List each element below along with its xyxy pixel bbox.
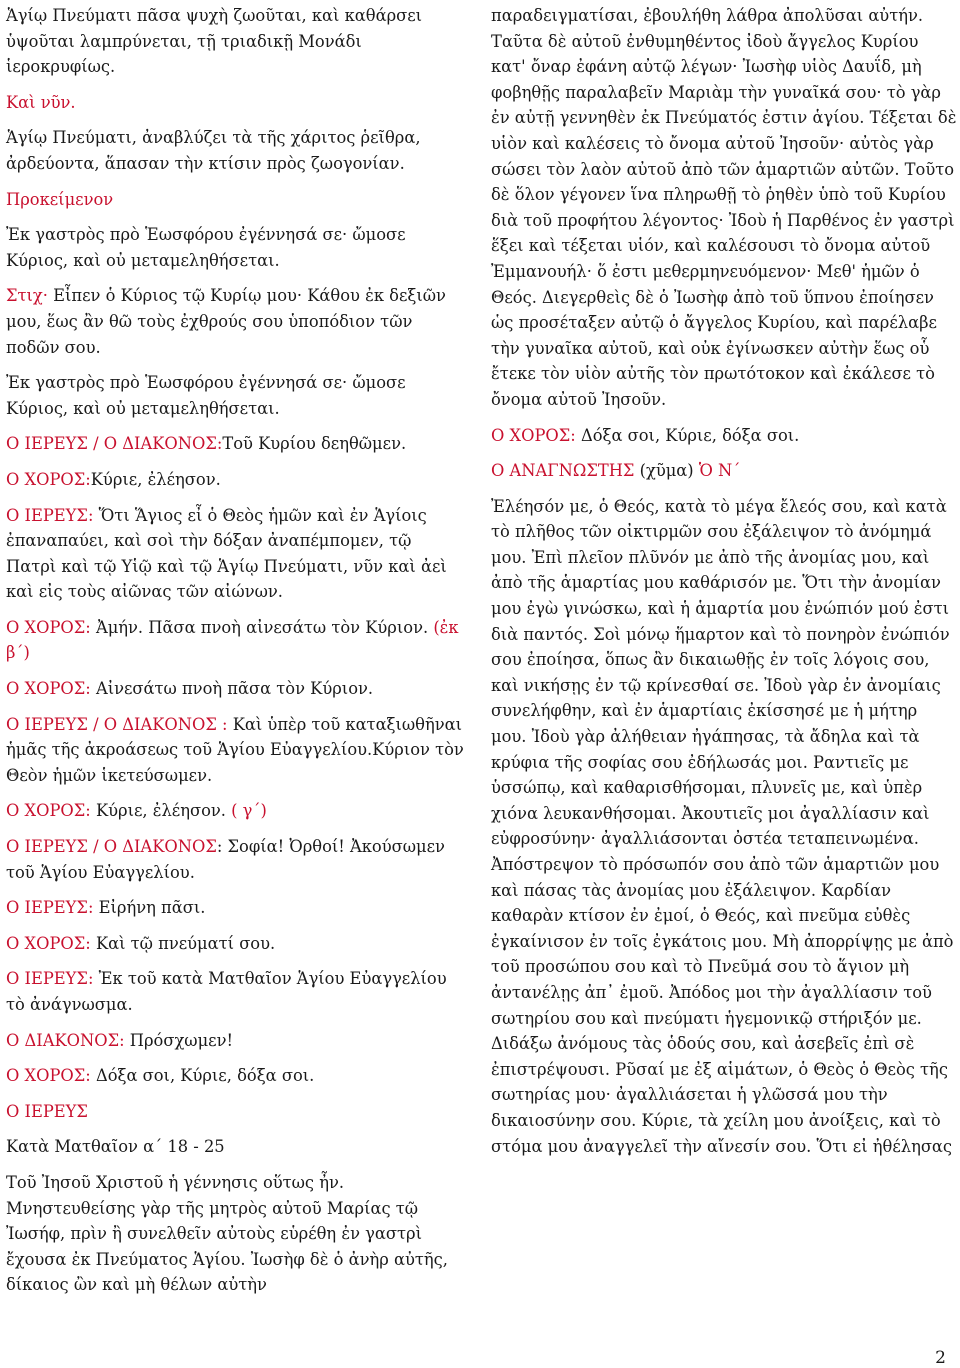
left-paragraph xyxy=(6,90,466,116)
right-paragraph xyxy=(491,494,957,1159)
rubric-text: Προκείμενον xyxy=(6,189,114,209)
rubric-text: Ὁ Ν´ xyxy=(698,461,741,481)
rubric-text: Ο ΙΕΡΕΥΣ / Ο ΔΙΑΚΟΝΟΣ: xyxy=(6,434,223,454)
left-paragraph xyxy=(6,931,466,957)
body-text: Ἐκ τοῦ κατὰ Ματθαῖον Ἁγίου Εὐαγγελίου τὸ ἀνάγνωσμα. xyxy=(6,969,447,1014)
rubric-text: Ο ΑΝΑΓΝΩΣΤΗΣ xyxy=(491,461,635,481)
left-paragraph xyxy=(6,503,466,605)
left-paragraph xyxy=(6,3,466,80)
left-paragraph xyxy=(6,125,466,176)
body-text: Καὶ ὑπὲρ τοῦ καταξιωθῆναι ἡμᾶς τῆς ἀκροάσεως τοῦ Ἁγίου Εὐαγγελίου.Κύριον τὸν Θεὸν ἡμῶν ἱκετεύσωμεν. xyxy=(6,714,464,785)
body-text: Τοῦ Κυρίου δεηθῶμεν. xyxy=(222,434,407,454)
left-paragraph xyxy=(6,1028,466,1054)
left-paragraph xyxy=(6,1063,466,1089)
rubric-text: Ο ΧΟΡΟΣ: xyxy=(491,425,576,445)
left-paragraph xyxy=(6,676,466,702)
rubric-text: Στιχ· xyxy=(6,286,48,306)
body-text: Καὶ τῷ πνεύματί σου. xyxy=(90,933,276,953)
body-text: (χῦμα) xyxy=(634,461,699,481)
body-text: Εἶπεν ὁ Κύριος τῷ Κυρίῳ μου· Κάθου ἐκ δεξιῶν μου, ἕως ἂν θῶ τοὺς ἐχθρούς σου ὑποπόδιον τῶν ποδῶν σου. xyxy=(6,286,446,357)
rubric-text: Ο ΧΟΡΟΣ: xyxy=(6,617,91,637)
left-paragraph xyxy=(6,966,466,1017)
rubric-text: Ο ΧΟΡΟΣ: xyxy=(6,1066,91,1086)
left-paragraph xyxy=(6,615,466,666)
right-paragraph xyxy=(491,458,957,484)
rubric-text: Ο ΙΕΡΕΥΣ: xyxy=(6,969,94,989)
rubric-text: Καὶ νῦν. xyxy=(6,92,76,112)
left-paragraph xyxy=(6,431,466,457)
body-text: Ἀμήν. Πᾶσα πνοὴ αἰνεσάτω τὸν Κύριον. xyxy=(90,617,434,637)
left-paragraph xyxy=(6,895,466,921)
body-text: Ἐλέησόν με, ὁ Θεός, κατὰ τὸ μέγα ἔλεός σου, καὶ κατὰ τὸ πλῆθος τῶν οἰκτιρμῶν σου ἐξάλειψον τὸ ἀνόμημά μου. Ἐπὶ πλεῖον πλῦνόν με ἀπὸ τῆς ἀνομίας μου, καὶ ἀπὸ τῆς ἁμαρτίας μου καθάρισόν με. Ὅτι τὴν ἀνομίαν μου ἐγὼ γινώσκω, καὶ ἡ ἁμαρτία μου ἐνώπιόν μού ἐστι διὰ παντός. Σοὶ μόνῳ ἥμαρτον καὶ τὸ πονηρὸν ἐνώπιόν σου ἐποίησα, ὅπως ἂν δικαιωθῇς ἐν τοῖς λόγοις σου, καὶ νικήσῃς ἐν τῷ κρίνεσθαί σε. Ἰδοὺ γὰρ ἐν ἀνομίαις συνελήφθην, καὶ ἐν ἁμαρτίαις ἐκίσσησέ με ἡ μήτηρ μου. Ἰδοὺ γὰρ ἀλήθειαν ἠγάπησας, τὰ ἄδηλα καὶ τὰ κρύφια τῆς σοφίας σου ἐδήλωσάς μοι. Ραντιεῖς με ὑσσώπῳ, καὶ καθαρισθήσομαι, πλυνεῖς με, καὶ ὑπὲρ χιόνα λευκανθήσομαι. Ἀκουτιεῖς μοι ἀγαλλίασιν καὶ εὐφροσύνην· ἀγαλλιάσονται ὀστέα τεταπεινωμένα. Ἀπόστρεψον τὸ πρόσωπόν σου ἀπὸ τῶν ἁμαρτιῶν μου καὶ πάσας τὰς ἀνομίας μου ἐξάλειψον. Καρδίαν καθαρὰν κτίσον ἐν ἐμοί, ὁ Θεός, καὶ πνεῦμα εὐθὲς ἐγκαίνισον ἐν τοῖς ἐγκάτοις μου. Μὴ ἀπορρίψῃς με ἀπὸ τοῦ προσώπου σου καὶ τὸ Πνεῦμά σου τὸ ἅγιον μὴ ἀντανέλῃς ἀπ᾿ ἐμοῦ. Ἀπόδος μοι τὴν ἀγαλλίασιν τοῦ σωτηρίου σου καὶ πνεύματι ἡγεμονικῷ στήριξόν με. Διδάξω ἀνόμους τὰς ὁδούς σου, καὶ ἀσεβεῖς ἐπὶ σὲ ἐπιστρέψουσι. Ρῦσαί με ἐξ αἱμάτων, ὁ Θεὸς ὁ Θεὸς τῆς σωτηρίας μου· ἀγαλλιάσεται ἡ γλῶσσά μου τὴν δικαιοσύνην σου. Κύριε, τὰ χείλη μου ἀνοίξεις, καὶ τὸ στόμα μου ἀναγγελεῖ τὴν αἴνεσίν σου. Ὅτι εἰ ἠθέλησας xyxy=(491,496,954,1156)
right-column xyxy=(491,3,957,1169)
left-paragraph xyxy=(6,222,466,273)
left-paragraph xyxy=(6,712,466,789)
body-text: Τοῦ Ἰησοῦ Χριστοῦ ἡ γέννησις οὕτως ἦν. Μνηστευθείσης γὰρ τῆς μητρὸς αὐτοῦ Μαρίας τῷ Ἰωσήφ, πρὶν ἢ συνελθεῖν αὐτοὺς εὑρέθη ἐν γαστρὶ ἔχουσα ἐκ Πνεύματος Ἁγίου. Ἰωσὴφ δὲ ὁ ἀνὴρ αὐτῆς, δίκαιος ὢν καὶ μὴ θέλων αὐτὴν xyxy=(6,1172,448,1295)
left-paragraph xyxy=(6,798,466,824)
body-text: παραδειγματίσαι, ἐβουλήθη λάθρα ἀπολῦσαι αὐτήν. Ταῦτα δὲ αὐτοῦ ἐνθυμηθέντος ἰδοὺ ἄγγελος Κυρίου κατ' ὄναρ ἐφάνη αὐτῷ λέγων· Ἰωσὴφ υἱὸς Δαυΐδ, μὴ φοβηθῇς παραλαβεῖν Μαριὰμ τὴν γυναῖκά σου· τὸ γὰρ ἐν αὐτῇ γεννηθὲν ἐκ Πνεύματός ἐστιν ἁγίου. Τέξεται δὲ υἱὸν καὶ καλέσεις τὸ ὄνομα αὐτοῦ Ἰησοῦν· αὐτὸς γὰρ σώσει τὸν λαὸν αὐτοῦ ἀπὸ τῶν ἁμαρτιῶν αὐτῶν. Τοῦτο δὲ ὅλον γέγονεν ἵνα πληρωθῇ τὸ ῥηθὲν ὑπὸ τοῦ Κυρίου διὰ τοῦ προφήτου λέγοντος· Ἰδοὺ ἡ Παρθένος ἐν γαστρὶ ἕξει καὶ τέξεται υἱόν, καὶ καλέσουσι τὸ ὄνομα αὐτοῦ Ἐμμανουήλ· ὅ ἐστι μεθερμηνευόμενον· Μεθ' ἡμῶν ὁ Θεός. Διεγερθεὶς δὲ ὁ Ἰωσὴφ ἀπὸ τοῦ ὕπνου ἐποίησεν ὡς προσέταξεν αὐτῷ ὁ ἄγγελος Κυρίου, καὶ παρέλαβε τὴν γυναῖκα αὐτοῦ, καὶ οὐκ ἐγίνωσκεν αὐτὴν ἕως οὗ ἔτεκε τὸν υἱὸν αὐτῆς τὸν πρωτότοκον καὶ ἐκάλεσε τὸ ὄνομα αὐτοῦ Ἰησοῦν. xyxy=(491,6,957,409)
rubric-text: Ο ΙΕΡΕΥΣ: xyxy=(6,505,94,525)
left-paragraph xyxy=(6,467,466,493)
left-paragraph xyxy=(6,1170,466,1298)
right-paragraph xyxy=(491,3,957,413)
body-text: Ἐκ γαστρὸς πρὸ Ἑωσφόρου ἐγέννησά σε· ὤμοσε Κύριος, καὶ οὐ μεταμεληθήσεται. xyxy=(6,373,406,418)
body-text: Δόξα σοι, Κύριε, δόξα σοι. xyxy=(90,1066,315,1086)
rubric-text: Ο ΔΙΑΚΟΝΟΣ: xyxy=(6,1030,125,1050)
body-text: Δόξα σοι, Κύριε, δόξα σοι. xyxy=(575,425,800,445)
left-paragraph xyxy=(6,834,466,885)
body-text: : Σοφία! Ὀρθοί! Ἀκούσωμεν τοῦ Ἁγίου Εὐαγγελίου. xyxy=(6,837,445,882)
body-text: Εἰρήνη πᾶσι. xyxy=(93,898,206,918)
rubric-text: Ο ΙΕΡΕΥΣ xyxy=(6,1101,88,1121)
rubric-text: Ο ΧΟΡΟΣ: xyxy=(6,469,91,489)
left-paragraph xyxy=(6,1099,466,1125)
body-text: Αἰνεσάτω πνοὴ πᾶσα τὸν Κύριον. xyxy=(90,679,374,699)
rubric-text: Ο ΧΟΡΟΣ: xyxy=(6,933,91,953)
page-number: 2 xyxy=(935,1348,946,1368)
rubric-text: Ο ΙΕΡΕΥΣ: xyxy=(6,898,94,918)
body-text: Κατὰ Ματθαῖον α´ 18 - 25 xyxy=(6,1137,225,1157)
rubric-text: Ο ΙΕΡΕΥΣ / Ο ΔΙΑΚΟΝΟΣ xyxy=(6,837,217,857)
rubric-text: (ἐκ β´) xyxy=(6,617,459,663)
right-paragraph xyxy=(491,423,957,449)
rubric-text: Ο ΙΕΡΕΥΣ / Ο ΔΙΑΚΟΝΟΣ : xyxy=(6,714,228,734)
left-column xyxy=(6,3,466,1308)
body-text: Πρόσχωμεν! xyxy=(124,1030,234,1050)
body-text: Κύριε, ἐλέησον. xyxy=(90,469,221,489)
body-text: Ἁγίῳ Πνεύματι, ἀναβλύζει τὰ τῆς χάριτος ῥεῖθρα, ἀρδεύοντα, ἅπασαν τὴν κτίσιν πρὸς ζωογονίαν. xyxy=(6,128,421,173)
left-paragraph xyxy=(6,187,466,213)
body-text: Κύριε, ἐλέησον. xyxy=(90,801,232,821)
left-paragraph xyxy=(6,283,466,360)
rubric-text: ( γ´) xyxy=(231,801,267,821)
body-text: Ὅτι Ἅγιος εἶ ὁ Θεὸς ἡμῶν καὶ ἐν Ἁγίοις ἐπαναπαύει, καὶ σοὶ τὴν δόξαν ἀναπέμπομεν, τῷ Πατρὶ καὶ τῷ Υἱῷ καὶ τῷ Ἁγίῳ Πνεύματι, νῦν καὶ ἀεὶ καὶ εἰς τοὺς αἰῶνας τῶν αἰώνων. xyxy=(6,505,447,602)
left-paragraph xyxy=(6,370,466,421)
rubric-text: Ο ΧΟΡΟΣ: xyxy=(6,801,91,821)
rubric-text: Ο ΧΟΡΟΣ: xyxy=(6,679,91,699)
left-paragraph xyxy=(6,1134,466,1160)
body-text: Ἐκ γαστρὸς πρὸ Ἑωσφόρου ἐγέννησά σε· ὤμοσε Κύριος, καὶ οὐ μεταμεληθήσεται. xyxy=(6,225,406,270)
body-text: Ἁγίῳ Πνεύματι πᾶσα ψυχὴ ζωοῦται, καὶ καθάρσει ὑψοῦται λαμπρύνεται, τῇ τριαδικῇ Μονάδι ἱεροκρυφίως. xyxy=(6,6,423,77)
